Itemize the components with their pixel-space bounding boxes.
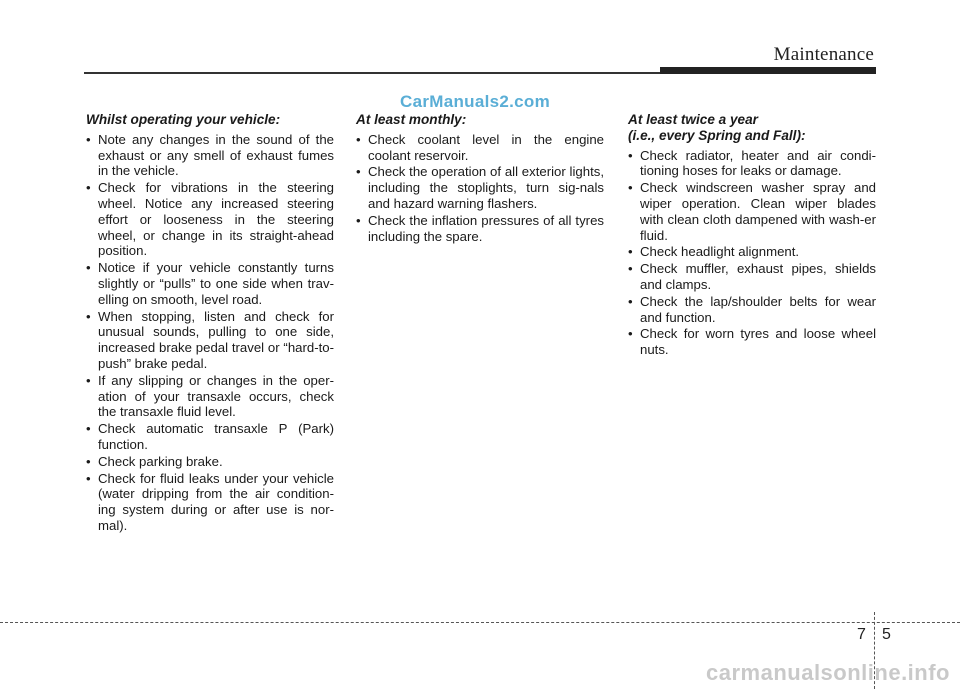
checklist-item bbox=[628, 326, 876, 358]
column-heading bbox=[356, 112, 604, 128]
bullet-icon: • bbox=[628, 293, 633, 309]
checklist-item-text: Check radiator, heater and air condi-tioning hoses for leaks or damage. bbox=[640, 147, 876, 179]
header-rule-thick bbox=[660, 67, 876, 74]
column-heading-line: At least monthly: bbox=[356, 112, 467, 127]
bullet-icon: • bbox=[628, 147, 633, 163]
column-monthly bbox=[356, 112, 604, 245]
checklist-item-text: Check windscreen washer spray and wiper operation. Clean wiper blades with clean cloth dampened with wash-er fluid. bbox=[640, 180, 876, 243]
footer-rule bbox=[0, 622, 960, 623]
bullet-icon: • bbox=[628, 244, 633, 260]
checklist-item bbox=[356, 213, 604, 245]
watermark-top: CarManuals2.com bbox=[400, 92, 550, 111]
checklist-item bbox=[628, 261, 876, 293]
checklist-item-text: Check for fluid leaks under your vehicle (water dripping from the air condition-ing system during or after use is nor-mal). bbox=[98, 470, 334, 533]
checklist-item bbox=[86, 309, 334, 372]
bullet-icon: • bbox=[86, 421, 91, 437]
checklist-item bbox=[86, 180, 334, 259]
checklist-item bbox=[86, 454, 334, 470]
checklist-item bbox=[86, 373, 334, 420]
checklist-item-text: Check the inflation pressures of all tyres including the spare. bbox=[368, 212, 604, 244]
checklist-item-text: Check muffler, exhaust pipes, shields and clamps. bbox=[640, 261, 876, 292]
page-chapter: 7 bbox=[857, 626, 866, 643]
bullet-icon: • bbox=[86, 260, 91, 276]
checklist-item bbox=[356, 164, 604, 211]
checklist-item-text: Check coolant level in the engine coolant reservoir. bbox=[368, 131, 604, 163]
checklist-item-text: Check for worn tyres and loose wheel nuts. bbox=[640, 326, 876, 358]
checklist-item bbox=[86, 421, 334, 453]
checklist-item-text: Check headlight alignment. bbox=[640, 244, 800, 260]
page-number: 5 bbox=[882, 626, 891, 643]
column-twice-yearly bbox=[628, 112, 876, 359]
bullet-icon: • bbox=[86, 308, 91, 324]
bullet-icon: • bbox=[86, 470, 91, 486]
checklist-item bbox=[628, 294, 876, 326]
bullet-icon: • bbox=[628, 326, 633, 342]
checklist bbox=[356, 132, 604, 245]
bullet-icon: • bbox=[86, 131, 91, 147]
checklist-item-text: Check for vibrations in the steering wheel. Notice any increased steering effort or looseness in the steering wheel, or change in its straight-ahead position. bbox=[98, 180, 334, 259]
checklist-item bbox=[628, 244, 876, 260]
checklist-item bbox=[86, 260, 334, 307]
checklist-item bbox=[628, 148, 876, 180]
checklist-item bbox=[86, 471, 334, 534]
section-title: Maintenance bbox=[773, 44, 874, 65]
bullet-icon: • bbox=[356, 131, 361, 147]
column-whilst-operating bbox=[86, 112, 334, 535]
bullet-icon: • bbox=[628, 261, 633, 277]
checklist-item-text: Note any changes in the sound of the exhaust or any smell of exhaust fumes in the vehicle. bbox=[98, 131, 334, 179]
watermark-bottom: carmanualsonline.info bbox=[706, 660, 950, 685]
checklist-item-text: Check parking brake. bbox=[98, 453, 223, 469]
bullet-icon: • bbox=[86, 453, 91, 469]
column-heading-line: (i.e., every Spring and Fall): bbox=[628, 127, 806, 143]
checklist-item bbox=[86, 132, 334, 179]
checklist-item-text: Check the operation of all exterior lights, including the stoplights, turn sig-nals and hazard warning flashers. bbox=[368, 164, 604, 211]
bullet-icon: • bbox=[86, 180, 91, 196]
checklist-item-text: Check automatic transaxle P (Park) function. bbox=[98, 421, 334, 452]
header-rule-thin bbox=[84, 72, 660, 74]
bullet-icon: • bbox=[628, 180, 633, 196]
checklist-item-text: When stopping, listen and check for unusual sounds, pulling to one side, increased brake pedal travel or “hard-to-push” brake pedal. bbox=[98, 308, 334, 371]
column-heading bbox=[628, 112, 876, 144]
column-heading-line: Whilst operating your vehicle: bbox=[86, 112, 281, 127]
checklist-item bbox=[356, 132, 604, 164]
checklist-item bbox=[628, 180, 876, 243]
column-heading-line: At least twice a year bbox=[628, 112, 758, 127]
bullet-icon: • bbox=[356, 164, 361, 180]
checklist-item-text: Check the lap/shoulder belts for wear and function. bbox=[640, 293, 876, 325]
checklist-item-text: Notice if your vehicle constantly turns slightly or “pulls” to one side when trav-elling on smooth, level road. bbox=[98, 260, 334, 307]
checklist bbox=[86, 132, 334, 534]
column-heading bbox=[86, 112, 334, 128]
bullet-icon: • bbox=[86, 372, 91, 388]
checklist-item-text: If any slipping or changes in the oper-ation of your transaxle occurs, check the transaxle fluid level. bbox=[98, 372, 334, 420]
bullet-icon: • bbox=[356, 212, 361, 228]
checklist bbox=[628, 148, 876, 358]
